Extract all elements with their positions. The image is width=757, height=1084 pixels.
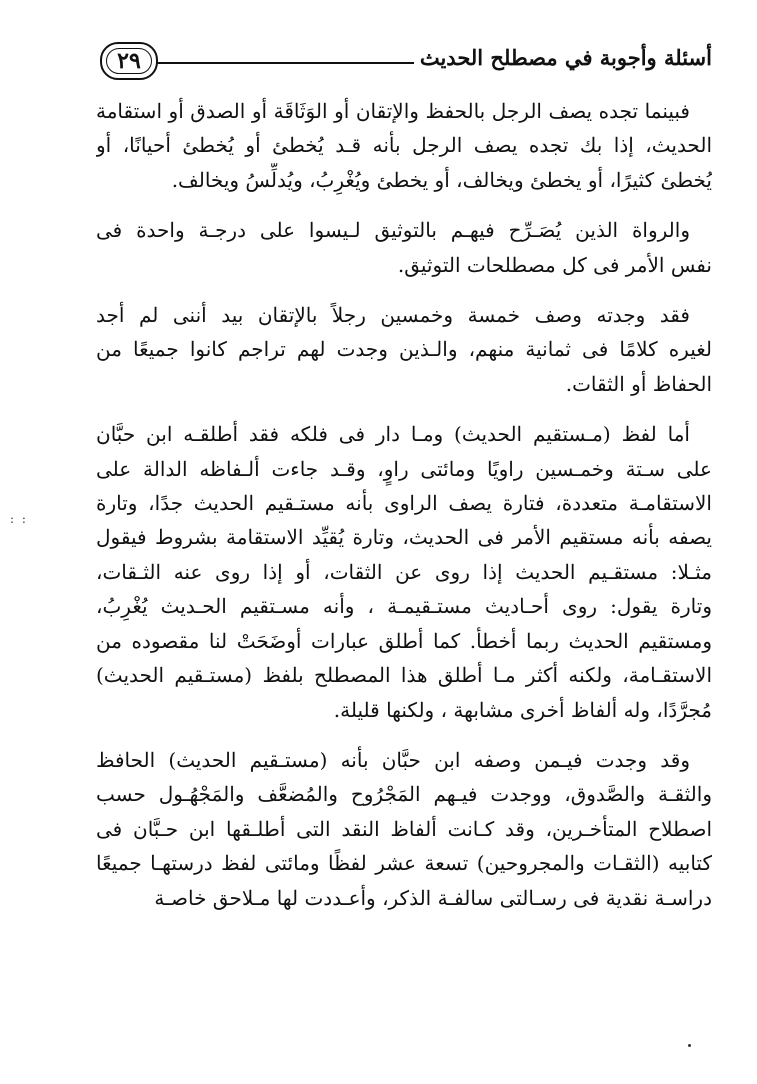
book-title: أسئلة وأجوبة في مصطلح الحديث [414,43,712,73]
paragraph [96,298,712,401]
paragraph [96,743,712,915]
page-number: ٢٩ [100,42,158,80]
text-line: فبينما تجده يصف الرجل بالحفظ والإتقان أو الوَثَاقَة أو الصدق أو استقامة [96,99,690,123]
text-line: يُخطئ كثيرًا، أو يخطئ ويخالف، أو يخطئ ويُغْرِبُ، ويُدلِّسُ ويخالف. [171,167,712,192]
text-line: والرواة الذين يُصَـرِّح فيهـم بالتوثيق لـيسوا على درجـة واحدة فى [96,218,690,243]
text-line: دراسـة نقدية فى رسـالتى سالفـة الذكر، وأعـددت لها مـلاحق خاصـة [154,885,712,910]
text-line: والثقـة والصَّدوق، ووجدت فيـهم المَجْرُوح والمُضعَّف والمَجْهُـول حسب [96,782,712,807]
text-line: فقد وجدته وصف خمسة وخمسين رجلاً بالإتقان بيد أننى لم أجد [96,303,690,328]
text-line: اصطلاح المتأخـرين، وقد كـانت ألفاظ النقد التى أطلـقها ابن حـبَّان فى [96,816,712,841]
margin-mark: : : [10,512,28,526]
bottom-mark [688,1044,691,1047]
text-line: وقد وجدت فيـمن وصفه ابن حبَّان بأنه (مستـقيم الحديث) الحافظ [96,747,690,772]
text-line: كتابيه (الثقـات والمجروحين) تسعة عشر لفظًا ومائتى لفظ درستهـا جميعًا [96,851,712,876]
text-line: مُجرَّدًا، وله ألفاظ أخرى مشابهة ، ولكنها قليلة. [333,697,712,722]
text-line: الاستقـامة، ولكنه أكثر مـا أطلق هذا المصطلح بلفظ (مستـقيم الحديث) [96,663,712,688]
paragraph [96,94,712,197]
text-line: ومستقيم الحديث ربما أخطأ. كما أطلق عبارات أوضَحَتْ لنا مقصوده من [96,628,712,653]
text-line: نفس الأمر فى كل مصطلحات التوثيق. [397,252,712,277]
text-line: وتارة يقول: روى أحـاديث مستـقيمـة ، وأنه مسـتقيم الحـديث يُغْرِبُ، [96,594,712,619]
text-line: لغيره كلامًا فى ثمانية منهم، والـذين وجدت لهم تراجم كانوا جميعًا من [96,337,712,362]
text-line: الحفاظ أو الثقات. [565,371,712,396]
text-line: الحديث، إذا بك تجده يصف الرجل بأنه قـد يُخطئ أو يُخطئ أحيانًا، أو [96,133,712,158]
running-header [100,40,712,86]
text-line: مثـلا: مستقـيم الحديث إذا روى عن الثقات، أو إذا روى عنه الثـقات، [96,559,712,584]
body-text [96,94,712,931]
paragraph [96,417,712,727]
text-line: أما لفظ (مـستقيم الحديث) ومـا دار فى فلكه فقد أطلقـه ابن حبَّان [96,422,690,447]
text-line: يصفه بأنه مستقيم الأمر فى الحديث، وتارة يُقيِّد الاستقامة بشروط فيقول [96,525,712,550]
text-line: على سـتة وخمـسين راويًا ومائتى راوٍ، وقـد جاءت ألـفاظه الدالة على [96,456,712,481]
paragraph [96,213,712,282]
text-line: الاستقامـة متعددة، فتارة يصف الراوى بأنه مستـقيم الحديث جدًا، وتارة [96,491,712,516]
